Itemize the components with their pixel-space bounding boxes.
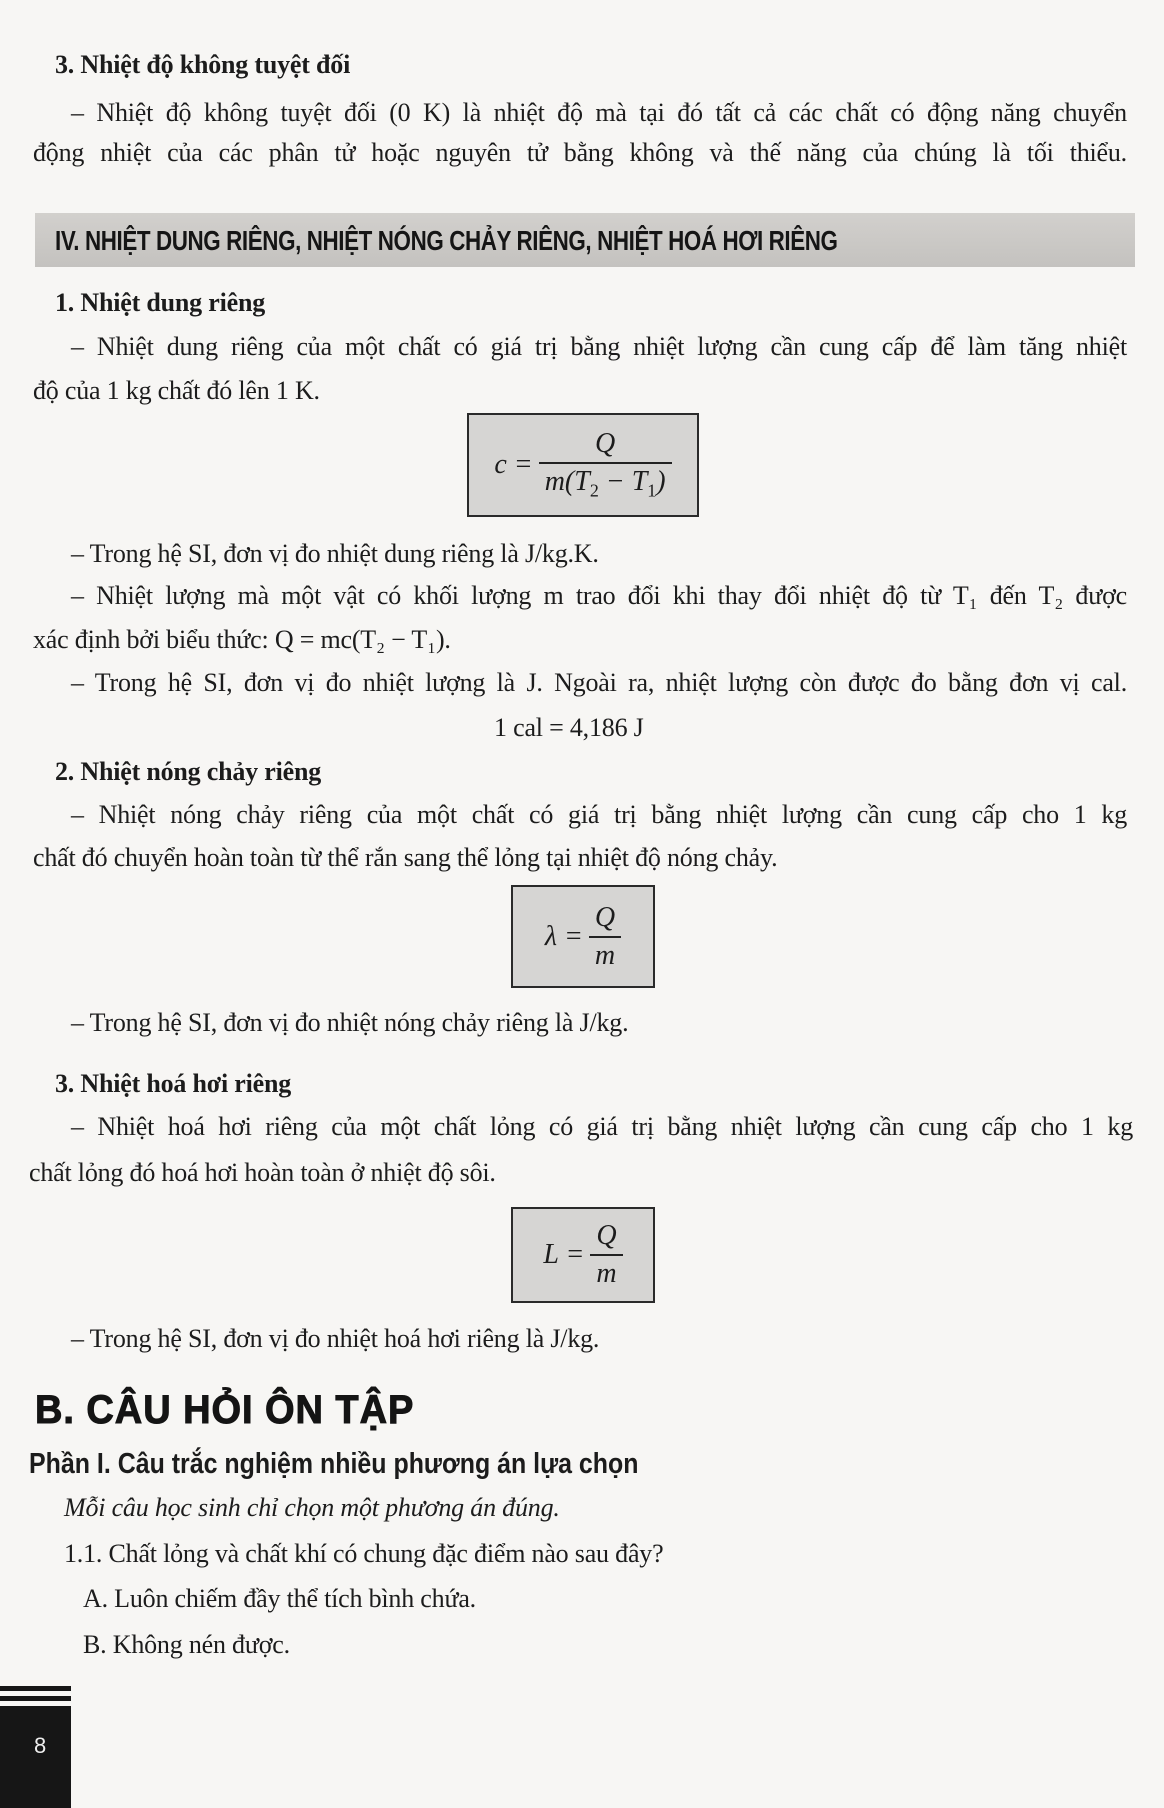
page-decoration-line	[0, 1696, 71, 1701]
den-part: m(T	[544, 466, 590, 498]
paragraph-line: – Trong hệ SI, đơn vị đo nhiệt nóng chảy riêng là J/kg.	[71, 1008, 629, 1037]
formula-latent-heat-vaporization	[511, 1207, 655, 1303]
paragraph-line: chất đó chuyển hoàn toàn từ thể rắn sang thể lỏng tại nhiệt độ nóng chảy.	[33, 843, 778, 872]
part-i-heading: Phần I. Câu trắc nghiệm nhiều phương án lựa chọn	[29, 1448, 639, 1480]
den-part: − T	[598, 466, 648, 498]
question: 1.1. Chất lỏng và chất khí có chung đặc điểm nào sau đây?	[64, 1539, 664, 1568]
fraction	[539, 428, 672, 502]
option-a: A. Luôn chiếm đầy thể tích bình chứa.	[83, 1584, 476, 1613]
fraction	[589, 902, 621, 972]
subsection-title: 1. Nhiệt dung riêng	[55, 288, 266, 317]
numerator: Q	[595, 428, 616, 460]
denominator: m	[590, 1254, 622, 1290]
paragraph-line: động nhiệt của các phân tử hoặc nguyên tử bằng không và thế năng của chúng là tối thiểu.	[33, 138, 1127, 167]
equation-line: 1 cal = 4,186 J	[494, 713, 644, 742]
formula-lhs: L =	[543, 1239, 585, 1270]
part-b-heading: B. CÂU HỎI ÔN TẬP	[35, 1388, 415, 1432]
formula-specific-heat	[467, 413, 699, 517]
subsection-title: 2. Nhiệt nóng chảy riêng	[55, 757, 322, 786]
subsection-title: 3. Nhiệt hoá hơi riêng	[55, 1069, 292, 1098]
fraction	[590, 1220, 622, 1290]
formula-latent-heat-fusion	[511, 885, 655, 988]
subscript: 2	[589, 480, 599, 501]
denominator	[539, 462, 672, 502]
paragraph-line: độ của 1 kg chất đó lên 1 K.	[33, 376, 320, 405]
section-title: IV. NHIỆT DUNG RIÊNG, NHIỆT NÓNG CHẢY RIÊNG, NHIỆT HOÁ HƠI RIÊNG	[55, 225, 838, 256]
paragraph-line: – Nhiệt độ không tuyệt đối (0 K) là nhiệt độ mà tại đó tất cả các chất có động năng chuyển	[71, 98, 1127, 127]
paragraph-line: – Nhiệt lượng mà một vật có khối lượng m trao đổi khi thay đổi nhiệt độ từ T₁ đến T₂ được	[71, 581, 1127, 610]
instruction: Mỗi câu học sinh chỉ chọn một phương án đúng.	[64, 1493, 560, 1522]
den-part: )	[656, 466, 666, 498]
paragraph-line: – Trong hệ SI, đơn vị đo nhiệt hoá hơi riêng là J/kg.	[71, 1324, 600, 1353]
page-number: 8	[34, 1733, 47, 1758]
paragraph-line: chất lỏng đó hoá hơi hoàn toàn ở nhiệt độ sôi.	[29, 1158, 496, 1187]
paragraph-line: – Nhiệt dung riêng của một chất có giá trị bằng nhiệt lượng cần cung cấp để làm tăng nhiệt	[71, 332, 1127, 361]
paragraph-line: – Trong hệ SI, đơn vị đo nhiệt lượng là J. Ngoài ra, nhiệt lượng còn được đo bằng đơn vị cal.	[71, 668, 1127, 697]
paragraph-line: xác định bởi biểu thức: Q = mc(T₂ − T₁).	[33, 625, 451, 654]
numerator: Q	[596, 1220, 617, 1251]
option-b: B. Không nén được.	[83, 1630, 290, 1659]
section-header-bar	[35, 213, 1135, 267]
subsection-title: 3. Nhiệt độ không tuyệt đối	[55, 50, 351, 79]
paragraph-line: – Nhiệt nóng chảy riêng của một chất có giá trị bằng nhiệt lượng cần cung cấp cho 1 kg	[71, 800, 1127, 829]
formula-lhs: c =	[494, 449, 533, 480]
formula-lhs: λ =	[544, 920, 583, 952]
paragraph-line: – Trong hệ SI, đơn vị đo nhiệt dung riêng là J/kg.K.	[71, 539, 599, 568]
page-decoration-line	[0, 1686, 71, 1691]
numerator: Q	[594, 901, 616, 933]
paragraph-line: – Nhiệt hoá hơi riêng của một chất lỏng có giá trị bằng nhiệt lượng cần cung cấp cho 1 kg	[71, 1112, 1133, 1141]
subscript: 1	[647, 480, 657, 501]
denominator: m	[589, 936, 621, 972]
